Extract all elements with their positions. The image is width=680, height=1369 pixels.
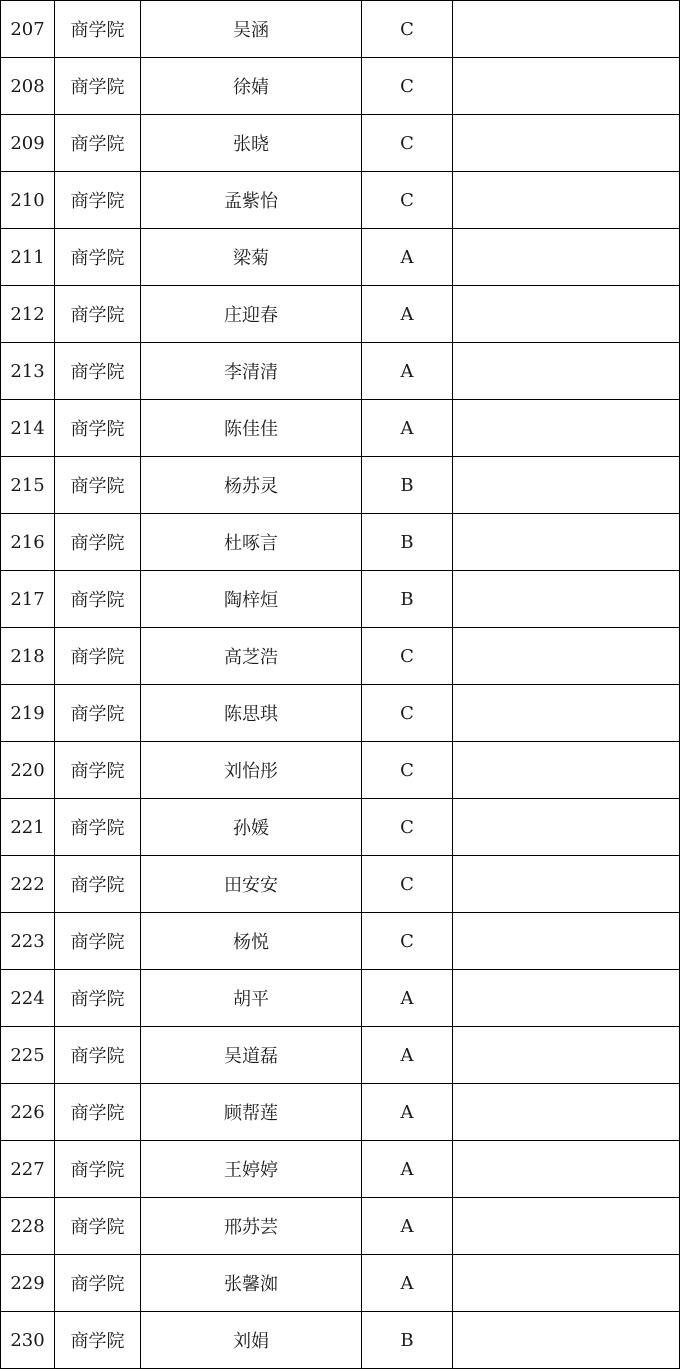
student-name-cell: 陈佳佳 xyxy=(141,400,362,457)
remark-cell xyxy=(453,571,680,628)
grade-cell: C xyxy=(362,172,453,229)
table-row xyxy=(1,1084,680,1141)
grade-cell: A xyxy=(362,1027,453,1084)
grade-cell: A xyxy=(362,343,453,400)
table-row xyxy=(1,1027,680,1084)
table-row xyxy=(1,343,680,400)
row-number: 218 xyxy=(1,628,55,685)
department-cell: 商学院 xyxy=(55,685,141,742)
student-name-cell: 田安安 xyxy=(141,856,362,913)
row-number: 212 xyxy=(1,286,55,343)
department-cell: 商学院 xyxy=(55,172,141,229)
department-cell: 商学院 xyxy=(55,1084,141,1141)
student-name-cell: 刘怡彤 xyxy=(141,742,362,799)
row-number: 228 xyxy=(1,1198,55,1255)
row-number: 227 xyxy=(1,1141,55,1198)
remark-cell xyxy=(453,1084,680,1141)
table-row xyxy=(1,172,680,229)
remark-cell xyxy=(453,1,680,58)
table-row xyxy=(1,913,680,970)
grade-cell: A xyxy=(362,970,453,1027)
row-number: 222 xyxy=(1,856,55,913)
student-name-cell: 庄迎春 xyxy=(141,286,362,343)
grade-cell: C xyxy=(362,799,453,856)
grade-cell: C xyxy=(362,913,453,970)
grade-cell: A xyxy=(362,229,453,286)
remark-cell xyxy=(453,1312,680,1369)
department-cell: 商学院 xyxy=(55,628,141,685)
department-cell: 商学院 xyxy=(55,514,141,571)
row-number: 220 xyxy=(1,742,55,799)
table-row xyxy=(1,1312,680,1369)
row-number: 216 xyxy=(1,514,55,571)
row-number: 219 xyxy=(1,685,55,742)
table-row xyxy=(1,970,680,1027)
student-name-cell: 孟紫怡 xyxy=(141,172,362,229)
department-cell: 商学院 xyxy=(55,742,141,799)
row-number: 207 xyxy=(1,1,55,58)
remark-cell xyxy=(453,742,680,799)
remark-cell xyxy=(453,913,680,970)
table-row xyxy=(1,115,680,172)
table-row xyxy=(1,685,680,742)
student-name-cell: 杜啄言 xyxy=(141,514,362,571)
remark-cell xyxy=(453,457,680,514)
remark-cell xyxy=(453,343,680,400)
student-name-cell: 陶梓烜 xyxy=(141,571,362,628)
remark-cell xyxy=(453,400,680,457)
student-name-cell: 张馨洳 xyxy=(141,1255,362,1312)
remark-cell xyxy=(453,172,680,229)
student-name-cell: 梁菊 xyxy=(141,229,362,286)
student-name-cell: 杨苏灵 xyxy=(141,457,362,514)
row-number: 223 xyxy=(1,913,55,970)
department-cell: 商学院 xyxy=(55,1,141,58)
student-name-cell: 邢苏芸 xyxy=(141,1198,362,1255)
table-row xyxy=(1,229,680,286)
department-cell: 商学院 xyxy=(55,913,141,970)
student-name-cell: 张晓 xyxy=(141,115,362,172)
table-row xyxy=(1,457,680,514)
department-cell: 商学院 xyxy=(55,799,141,856)
department-cell: 商学院 xyxy=(55,58,141,115)
student-name-cell: 孙媛 xyxy=(141,799,362,856)
remark-cell xyxy=(453,286,680,343)
student-name-cell: 徐婧 xyxy=(141,58,362,115)
grade-cell: B xyxy=(362,457,453,514)
row-number: 217 xyxy=(1,571,55,628)
remark-cell xyxy=(453,1141,680,1198)
student-name-cell: 吴道磊 xyxy=(141,1027,362,1084)
grade-cell: B xyxy=(362,571,453,628)
department-cell: 商学院 xyxy=(55,400,141,457)
department-cell: 商学院 xyxy=(55,571,141,628)
grade-cell: C xyxy=(362,1,453,58)
student-name-cell: 刘娟 xyxy=(141,1312,362,1369)
student-name-cell: 胡平 xyxy=(141,970,362,1027)
table-row xyxy=(1,856,680,913)
row-number: 225 xyxy=(1,1027,55,1084)
row-number: 229 xyxy=(1,1255,55,1312)
department-cell: 商学院 xyxy=(55,343,141,400)
grade-cell: C xyxy=(362,742,453,799)
grade-cell: A xyxy=(362,400,453,457)
remark-cell xyxy=(453,229,680,286)
remark-cell xyxy=(453,58,680,115)
grade-cell: C xyxy=(362,58,453,115)
row-number: 211 xyxy=(1,229,55,286)
grade-cell: A xyxy=(362,1198,453,1255)
student-name-cell: 高芝浩 xyxy=(141,628,362,685)
table-row xyxy=(1,1141,680,1198)
table-row xyxy=(1,514,680,571)
table-row xyxy=(1,1255,680,1312)
row-number: 213 xyxy=(1,343,55,400)
grade-cell: C xyxy=(362,685,453,742)
remark-cell xyxy=(453,1198,680,1255)
student-name-cell: 王婷婷 xyxy=(141,1141,362,1198)
department-cell: 商学院 xyxy=(55,856,141,913)
row-number: 221 xyxy=(1,799,55,856)
row-number: 224 xyxy=(1,970,55,1027)
row-number: 215 xyxy=(1,457,55,514)
table-row xyxy=(1,1,680,58)
department-cell: 商学院 xyxy=(55,1312,141,1369)
student-name-cell: 李清清 xyxy=(141,343,362,400)
row-number: 209 xyxy=(1,115,55,172)
row-number: 214 xyxy=(1,400,55,457)
table-row xyxy=(1,799,680,856)
remark-cell xyxy=(453,856,680,913)
table-row xyxy=(1,571,680,628)
grade-cell: C xyxy=(362,856,453,913)
department-cell: 商学院 xyxy=(55,115,141,172)
row-number: 208 xyxy=(1,58,55,115)
student-name-cell: 陈思琪 xyxy=(141,685,362,742)
grade-cell: A xyxy=(362,286,453,343)
department-cell: 商学院 xyxy=(55,457,141,514)
table-row xyxy=(1,628,680,685)
grade-cell: C xyxy=(362,628,453,685)
row-number: 230 xyxy=(1,1312,55,1369)
grade-cell: B xyxy=(362,1312,453,1369)
department-cell: 商学院 xyxy=(55,1027,141,1084)
remark-cell xyxy=(453,1027,680,1084)
student-name-cell: 杨悦 xyxy=(141,913,362,970)
grade-cell: B xyxy=(362,514,453,571)
department-cell: 商学院 xyxy=(55,229,141,286)
remark-cell xyxy=(453,685,680,742)
department-cell: 商学院 xyxy=(55,970,141,1027)
table-row xyxy=(1,742,680,799)
table-row xyxy=(1,400,680,457)
grade-cell: A xyxy=(362,1084,453,1141)
roster-body xyxy=(1,1,680,1369)
table-row xyxy=(1,286,680,343)
row-number: 210 xyxy=(1,172,55,229)
student-name-cell: 吴涵 xyxy=(141,1,362,58)
department-cell: 商学院 xyxy=(55,1255,141,1312)
remark-cell xyxy=(453,970,680,1027)
remark-cell xyxy=(453,628,680,685)
department-cell: 商学院 xyxy=(55,286,141,343)
department-cell: 商学院 xyxy=(55,1141,141,1198)
grade-cell: C xyxy=(362,115,453,172)
student-name-cell: 顾帮莲 xyxy=(141,1084,362,1141)
remark-cell xyxy=(453,115,680,172)
grade-cell: A xyxy=(362,1255,453,1312)
remark-cell xyxy=(453,799,680,856)
remark-cell xyxy=(453,514,680,571)
row-number: 226 xyxy=(1,1084,55,1141)
table-row xyxy=(1,58,680,115)
department-cell: 商学院 xyxy=(55,1198,141,1255)
remark-cell xyxy=(453,1255,680,1312)
grade-cell: A xyxy=(362,1141,453,1198)
table-row xyxy=(1,1198,680,1255)
